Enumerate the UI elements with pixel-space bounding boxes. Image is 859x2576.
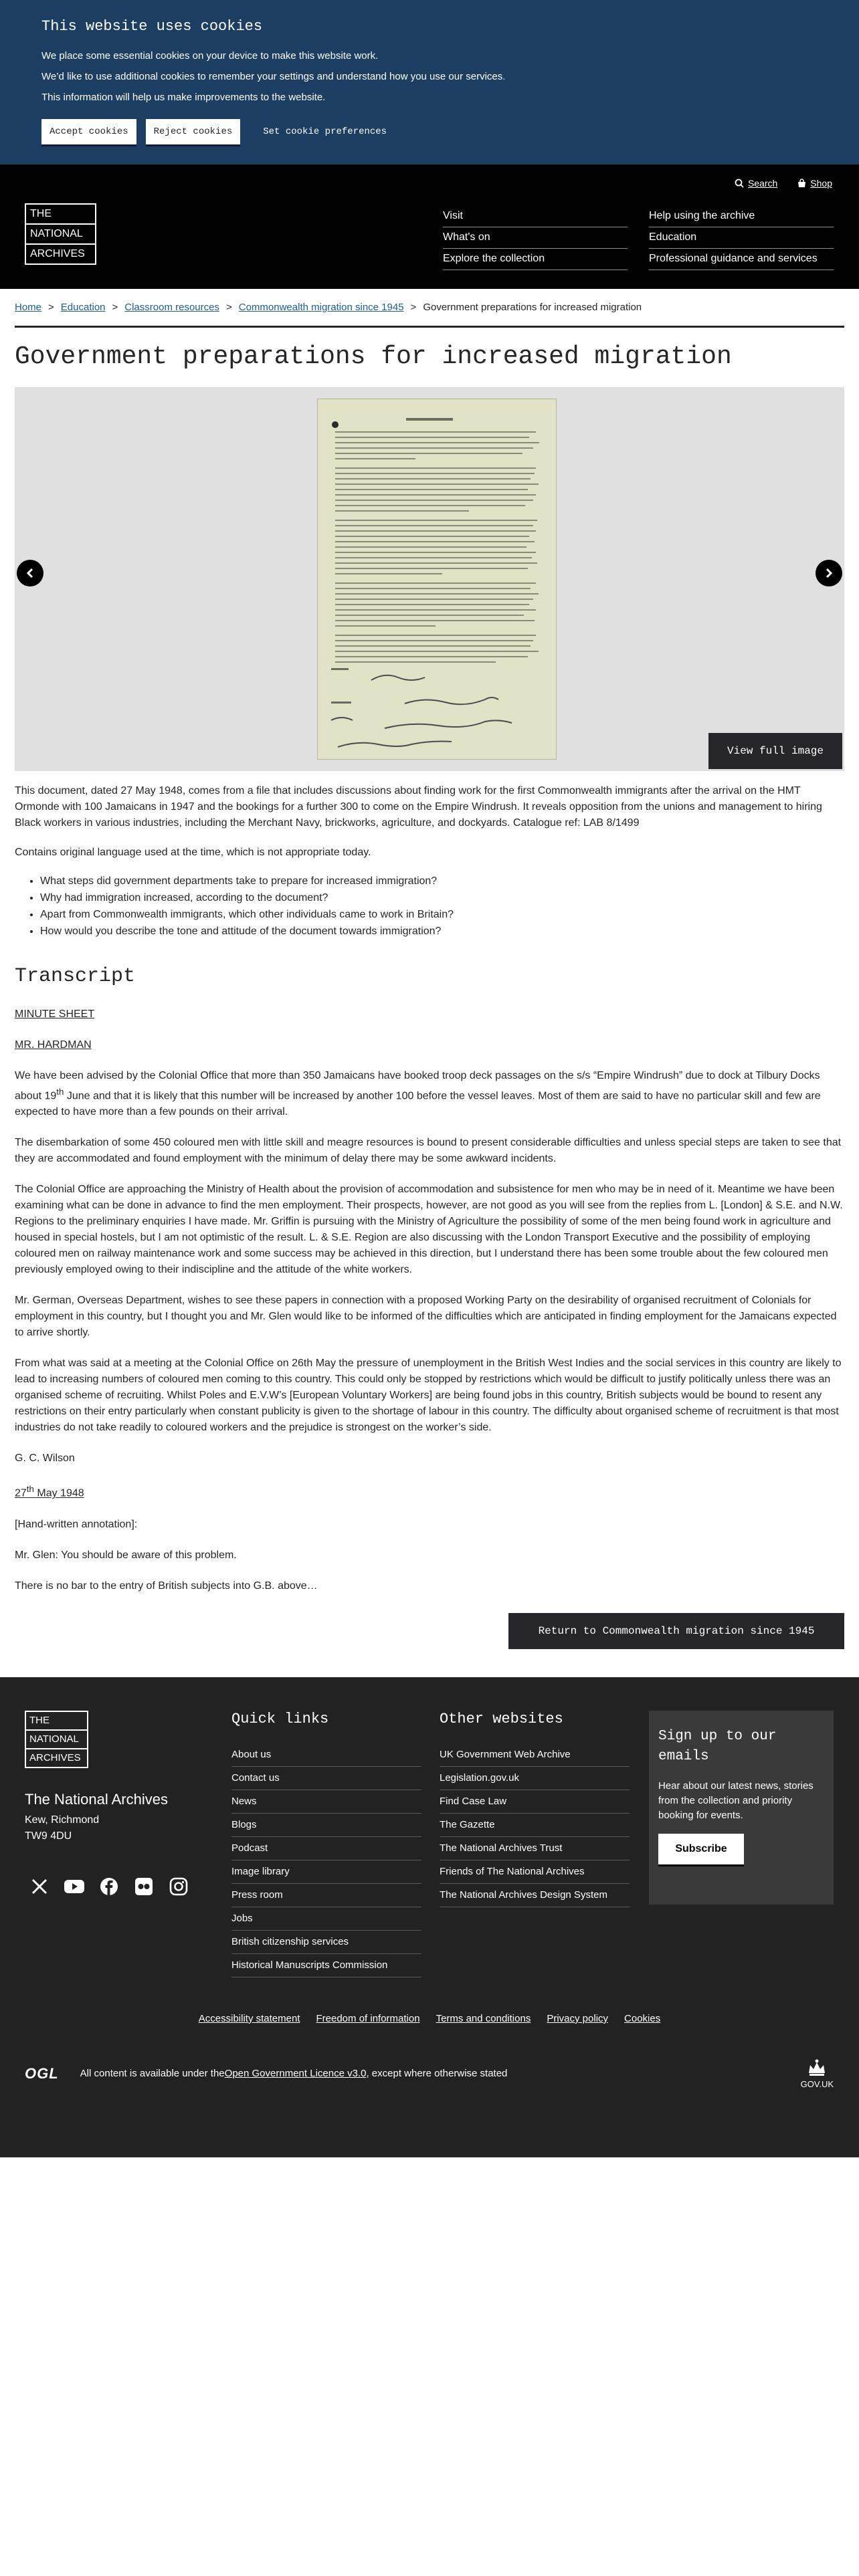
chevron-left-icon [25, 568, 35, 578]
crown-icon [807, 2058, 827, 2077]
footer-link[interactable]: The Gazette [440, 1814, 630, 1837]
main-navigation [443, 206, 834, 270]
typed-line [335, 640, 533, 641]
typed-line [335, 510, 469, 512]
shop-bag-icon [797, 179, 806, 188]
typed-line [335, 484, 539, 485]
footer-link[interactable]: Jobs [231, 1907, 421, 1931]
shop-link[interactable] [797, 178, 832, 189]
typed-line [335, 552, 536, 553]
footer-link[interactable]: Legislation.gov.uk [440, 1767, 630, 1790]
typed-line [335, 582, 536, 584]
footer-link-accessibility[interactable]: Accessibility statement [198, 2012, 300, 2024]
typed-line [335, 635, 536, 636]
footer-address [25, 1791, 168, 1844]
cookie-text-2: We’d like to use additional cookies to remember your settings and understand how you use our services. [41, 71, 506, 82]
typed-line [335, 615, 524, 616]
transcript-paragraph: Mr. German, Overseas Department, wishes to see these papers in connection with a proposed Working Party on the desirability of organised recruitment of Colonials for employment in this country, but I thought you and Mr. Glen would like to be informed of the difficulties which are anticipated in finding employment for the Jamaicans expected to arrive shortly. [15, 1295, 837, 1339]
cookie-text-3: This information will help us make improvements to the website. [41, 92, 326, 103]
utility-links [714, 178, 832, 189]
footer-link-terms[interactable]: Terms and conditions [436, 2012, 531, 2024]
footer-link[interactable]: News [231, 1790, 421, 1814]
typed-line [335, 505, 525, 506]
footer-link-cookies[interactable]: Cookies [624, 2012, 661, 2024]
social-links [28, 1875, 202, 1898]
breadcrumb [15, 289, 844, 328]
text-run: 27 [15, 1487, 27, 1499]
document-image[interactable] [317, 399, 557, 760]
footer-link-foi[interactable]: Freedom of information [316, 2012, 420, 2024]
logo-line: NATIONAL [26, 225, 95, 245]
typed-line [335, 651, 539, 652]
site-footer [0, 1677, 859, 2157]
transcript-paragraph: From what was said at a meeting at the Colonial Office on 26th May the pressure of unemployment in the British West Indies and the social services in this country are likely to lead to increasing numbers of coloured men coming to this country. This could only be stopped by restrictions which would be difficult to justify politically unless there was an organised scheme of recruiting. Whilst Poles and E.V.W’s [European Voluntary Workers] are being found jobs in this country, British subjects would be bound to resent any restrictions on their entry particularly when constant publicity is given to the shortage of labour in this country. The difficulty about organised scheme of recruitment is that most industries do not take readily to coloured workers and the prejudice is strongest on the worker’s side. [15, 1358, 842, 1434]
questions-list [40, 873, 844, 940]
footer-link[interactable]: Blogs [231, 1814, 421, 1837]
legal-links [0, 2013, 859, 2024]
text-run: June and that it is likely that this number will be increased by another 100 before the vessel leaves. Most of them are said to have no particular skill and few are expected to have more than a few pounds on their arrival. [15, 1090, 821, 1118]
search-label: Search [747, 178, 778, 189]
search-link[interactable] [735, 178, 777, 189]
typed-line [335, 541, 535, 542]
footer-link[interactable]: Contact us [231, 1767, 421, 1790]
return-to-collection-button[interactable]: Return to Commonwealth migration since 1945 [508, 1613, 844, 1649]
annotation-text: Mr. Glen: You should be aware of this problem. [15, 1549, 237, 1561]
footer-link[interactable]: Find Case Law [440, 1790, 630, 1814]
transcript-paragraph: The disembarkation of some 450 coloured men with little skill and meagre resources is bound to present considerable difficulties and unless special steps are taken to see that they are accommodated and found employment with the minimum of delay there may be some awkward incidents. [15, 1137, 842, 1165]
subscribe-button[interactable]: Subscribe [658, 1834, 744, 1864]
view-full-image-button[interactable]: View full image [708, 733, 842, 769]
breadcrumb-home[interactable]: Home [15, 302, 42, 313]
quick-links-title: Quick links [231, 1710, 329, 1727]
typed-line [335, 656, 528, 657]
typed-line [335, 442, 539, 443]
annotation-text: There is no bar to the entry of British subjects into G.B. above… [15, 1580, 318, 1592]
signup-text: Hear about our latest news, stories from the collection and priority booking for events. [658, 1780, 814, 1821]
nav-education[interactable]: Education [649, 227, 834, 249]
footer-link[interactable]: Historical Manuscripts Commission [231, 1954, 421, 1977]
breadcrumb-separator: > [112, 302, 118, 313]
logo-line: ARCHIVES [30, 248, 85, 259]
breadcrumb-current: Government preparations for increased migration [423, 302, 642, 313]
footer-link[interactable]: British citizenship services [231, 1931, 421, 1954]
image-gallery [15, 387, 844, 771]
typed-line [335, 489, 528, 490]
next-image-button[interactable] [816, 560, 842, 586]
typed-line [335, 604, 529, 605]
typed-line [335, 437, 529, 438]
text-run: We have been advised by the Colonial Office that more than 350 Jamaicans have booked troop deck passages on the s/s “Empire Windrush” due to dock at Tilbury Docks about 19 [15, 1070, 820, 1102]
cookie-preferences-link[interactable]: Set cookie preferences [263, 126, 387, 137]
signature: G. C. Wilson [15, 1453, 75, 1465]
logo-line: THE [26, 205, 95, 225]
facebook-icon[interactable] [98, 1875, 120, 1898]
logo-line: ARCHIVES [29, 1751, 81, 1763]
youtube-icon[interactable] [63, 1875, 86, 1898]
typed-line [335, 447, 533, 449]
cookie-text-1: We place some essential cookies on your device to make this website work. [41, 50, 379, 62]
org-name: The National Archives [25, 1790, 168, 1808]
accept-cookies-button[interactable]: Accept cookies [41, 119, 136, 144]
quick-links [231, 1711, 421, 1977]
list-item: • How would you describe the tone and attitude of the document towards immigration? [40, 923, 844, 940]
footer-link[interactable]: Podcast [231, 1837, 421, 1860]
list-item: • Apart from Commonwealth immigrants, which other individuals came to work in Britain? [40, 906, 844, 923]
flickr-icon[interactable] [132, 1875, 155, 1898]
breadcrumb-classroom-resources[interactable]: Classroom resources [124, 302, 219, 313]
typed-line [335, 599, 533, 600]
transcript [15, 1006, 844, 1594]
footer-link-privacy[interactable]: Privacy policy [547, 2012, 609, 2024]
signup-title: Sign up to our emails [658, 1728, 777, 1764]
typed-line [335, 453, 522, 454]
footer-link[interactable]: UK Government Web Archive [440, 1743, 630, 1767]
typed-line [335, 625, 436, 627]
main-content [0, 342, 859, 1649]
chevron-right-icon [824, 568, 834, 578]
transcript-paragraph [15, 1068, 844, 1120]
typed-line [335, 620, 535, 621]
address-line: Kew, Richmond [25, 1814, 100, 1826]
typed-line [335, 661, 496, 663]
footer-logo[interactable] [25, 1711, 88, 1768]
typed-line [335, 536, 529, 537]
typed-line [335, 609, 536, 611]
footer-link[interactable]: Friends of The National Archives [440, 1860, 630, 1884]
footer-link[interactable]: About us [231, 1743, 421, 1767]
typed-line [335, 588, 531, 589]
addressee: MR. HARDMAN [15, 1039, 92, 1051]
shop-label: Shop [810, 178, 832, 189]
superscript: th [56, 1087, 64, 1097]
typed-line [335, 593, 539, 595]
minute-sheet-label: MINUTE SHEET [15, 1008, 95, 1020]
nav-whats-on[interactable]: What's on [443, 227, 628, 249]
nav-visit[interactable]: Visit [443, 206, 628, 227]
typed-line [335, 494, 536, 496]
superscript: th [26, 1484, 34, 1495]
search-icon [735, 179, 744, 188]
typed-line [335, 557, 532, 558]
breadcrumb-separator: > [410, 302, 417, 313]
govuk-link[interactable] [801, 2058, 834, 2089]
document-description: This document, dated 27 May 1948, comes from a file that includes discussions about finding work for the first Commonwealth immigrants after the arrival on the HMT Ormonde with 100 Jamaicans in 1947 and the bookings for a further 300 to come on the Empire Windrush. It reveals opposition from the unions and management to hiring Black workers in various industries, including the Merchant Navy, brickworks, agriculture, and dockyards. Catalogue ref: LAB 8/1499 [15, 785, 822, 829]
licence-text-post: , except where otherwise stated [366, 2068, 508, 2080]
logo-line: NATIONAL [26, 1731, 87, 1749]
breadcrumb-education[interactable]: Education [60, 302, 106, 313]
document-date [15, 1481, 844, 1501]
logo-line: THE [26, 1712, 87, 1731]
page-title: Government preparations for increased migration [15, 342, 732, 371]
typed-line [335, 431, 536, 433]
email-signup [649, 1711, 834, 1905]
nav-explore-collection[interactable]: Explore the collection [443, 249, 628, 270]
licence-link[interactable]: Open Government Licence v3.0 [224, 2068, 367, 2080]
typed-line [335, 562, 537, 564]
previous-image-button[interactable] [17, 560, 43, 586]
typed-line [335, 478, 531, 479]
typed-line [335, 546, 527, 548]
govuk-label: GOV.UK [800, 2078, 834, 2089]
typed-line [335, 645, 531, 647]
typed-line [335, 467, 536, 469]
cookie-banner [0, 0, 859, 165]
site-logo[interactable] [25, 203, 96, 265]
typed-line [335, 573, 442, 574]
other-websites-title: Other websites [440, 1710, 563, 1727]
typed-line [335, 500, 533, 501]
licence-text-pre: All content is available under the [80, 2068, 225, 2080]
text-run: May 1948 [33, 1487, 84, 1499]
typed-line [335, 530, 536, 532]
footer-link[interactable]: The National Archives Trust [440, 1837, 630, 1860]
instagram-icon[interactable] [167, 1875, 190, 1898]
ogl-logo: OGL [25, 2064, 59, 2082]
reject-cookies-button[interactable]: Reject cookies [146, 119, 241, 144]
licence-statement [25, 2065, 834, 2082]
footer-link[interactable]: Image library [231, 1860, 421, 1884]
breadcrumb-separator: > [48, 302, 54, 313]
address-line: TW9 4DU [25, 1830, 72, 1842]
nav-help-using-archive[interactable]: Help using the archive [649, 206, 834, 227]
transcript-heading: Transcript [15, 965, 136, 988]
typed-line [335, 458, 415, 459]
cookie-title: This website uses cookies [41, 18, 263, 35]
language-note: Contains original language used at the time, which is not appropriate today. [15, 847, 371, 858]
nav-professional-guidance[interactable]: Professional guidance and services [649, 249, 834, 270]
site-header [0, 165, 859, 289]
breadcrumb-commonwealth-migration[interactable]: Commonwealth migration since 1945 [238, 302, 404, 313]
typed-line [335, 568, 528, 569]
annotation-label: [Hand-written annotation]: [15, 1518, 138, 1530]
list-item: • Why had immigration increased, according to the document? [40, 889, 844, 906]
footer-link[interactable]: Press room [231, 1884, 421, 1907]
typed-line [335, 525, 533, 526]
footer-link[interactable]: The National Archives Design System [440, 1884, 630, 1907]
document-scan-illustration [318, 399, 556, 759]
other-websites [440, 1711, 630, 1907]
x-twitter-icon[interactable] [28, 1875, 51, 1898]
transcript-paragraph: The Colonial Office are approaching the Ministry of Health about the provision of accommodation and subsistence for men who may be in need of it. Meantime we have been examining what can be done in advance to find the men employment. Their prospects, however, are not good as you will see from the replies from L. [London] & S.E. and N.W. Regions to the preliminary enquiries I have made. Mr. Griffin is pursuing with the Ministry of Agriculture the possibility of some of the men being found work in agriculture and housed in special hostels, but I am not optimistic of the result. L. & S.E. Region are also discussing with the London Transport Executive and the possibility of employing coloured men on railway maintenance work and some success may be achieved in this direction, but I understand there has been some trouble about the few coloured men previously employed owing to their indiscipline and the attitude of the white workers. [15, 1184, 843, 1276]
breadcrumb-separator: > [225, 302, 232, 313]
list-item: • What steps did government departments take to prepare for increased immigration? [40, 873, 844, 889]
typed-line [335, 520, 537, 521]
typed-line [335, 473, 535, 474]
